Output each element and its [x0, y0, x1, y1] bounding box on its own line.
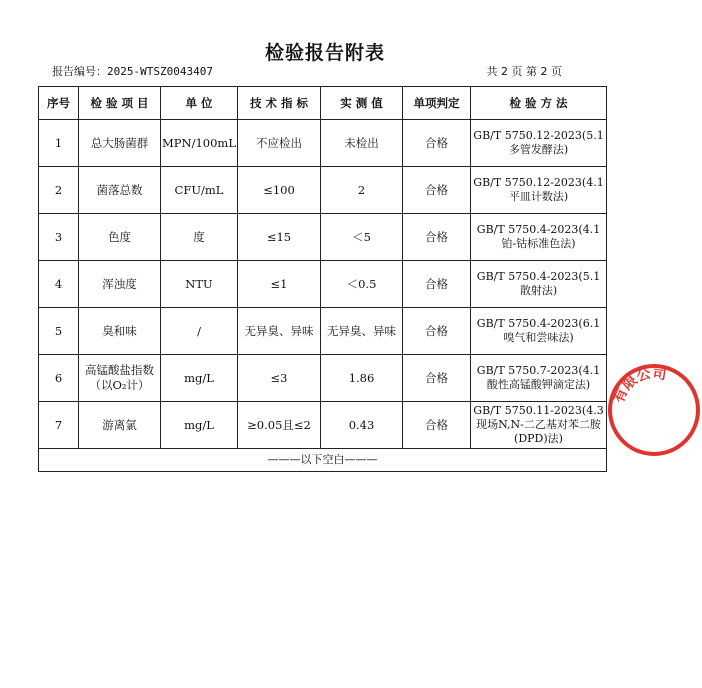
table-row	[39, 355, 607, 402]
row-item: 高锰酸盐指数（以O₂计）	[79, 355, 161, 402]
row-unit: mg/L	[161, 402, 238, 449]
row-judgement: 合格	[403, 402, 471, 449]
row-unit: NTU	[161, 261, 238, 308]
row-unit: mg/L	[161, 355, 238, 402]
header-measured: 实 测 值	[321, 87, 403, 120]
header-row	[39, 87, 607, 120]
row-measured: 1.86	[321, 355, 403, 402]
row-method: GB/T 5750.12-2023(5.1多管发酵法)	[471, 120, 607, 167]
page-title: 检验报告附表	[264, 42, 385, 64]
table-row	[39, 167, 607, 214]
row-method: GB/T 5750.4-2023(4.1铂-钴标准色法)	[471, 214, 607, 261]
row-measured: 无异臭、异味	[321, 308, 403, 355]
row-judgement: 合格	[403, 167, 471, 214]
row-item: 菌落总数	[79, 167, 161, 214]
row-item: 总大肠菌群	[79, 120, 161, 167]
header-method: 检 验 方 法	[471, 87, 607, 120]
row-no: 1	[39, 120, 79, 167]
row-unit: 度	[161, 214, 238, 261]
row-item: 浑浊度	[79, 261, 161, 308]
row-unit: /	[161, 308, 238, 355]
header-judgement: 单项判定	[403, 87, 471, 120]
row-judgement: 合格	[403, 120, 471, 167]
table-footer-row	[39, 449, 607, 472]
row-measured: 0.43	[321, 402, 403, 449]
row-judgement: 合格	[403, 355, 471, 402]
page-count: 共 2 页 第 2 页	[486, 65, 562, 78]
row-standard: ≤15	[238, 214, 321, 261]
table-row	[39, 214, 607, 261]
row-standard: 不应检出	[238, 120, 321, 167]
row-standard: ≤100	[238, 167, 321, 214]
row-standard: 无异臭、异味	[238, 308, 321, 355]
row-standard: ≤1	[238, 261, 321, 308]
row-no: 3	[39, 214, 79, 261]
row-unit: CFU/mL	[161, 167, 238, 214]
row-method: GB/T 5750.7-2023(4.1酸性高锰酸钾滴定法)	[471, 355, 607, 402]
row-method: GB/T 5750.4-2023(5.1散射法)	[471, 261, 607, 308]
company-seal-stamp	[606, 362, 702, 458]
row-standard: ≥0.05且≤2	[238, 402, 321, 449]
row-no: 7	[39, 402, 79, 449]
row-measured: ＜0.5	[321, 261, 403, 308]
row-method: GB/T 5750.11-2023(4.3现场N,N-二乙基对苯二胺(DPD)法)	[471, 402, 607, 449]
row-judgement: 合格	[403, 308, 471, 355]
row-method: GB/T 5750.12-2023(4.1平皿计数法)	[471, 167, 607, 214]
row-item: 游离氯	[79, 402, 161, 449]
row-no: 4	[39, 261, 79, 308]
row-item: 臭和味	[79, 308, 161, 355]
header-unit: 单 位	[161, 87, 238, 120]
seal-text: 有限公司	[610, 365, 668, 406]
row-unit: MPN/100mL	[161, 120, 238, 167]
row-judgement: 合格	[403, 214, 471, 261]
table-row	[39, 120, 607, 167]
row-judgement: 合格	[403, 261, 471, 308]
header-no: 序号	[39, 87, 79, 120]
row-measured: ＜5	[321, 214, 403, 261]
row-no: 5	[39, 308, 79, 355]
report-number: 报告编号：2025-WTSZ0043407	[52, 65, 213, 78]
header-standard: 技 术 指 标	[238, 87, 321, 120]
row-measured: 2	[321, 167, 403, 214]
header-item: 检 验 项 目	[79, 87, 161, 120]
table-row	[39, 402, 607, 449]
row-no: 6	[39, 355, 79, 402]
blank-below-note: ———以下空白———	[39, 449, 607, 472]
inspection-results-table	[38, 86, 607, 472]
table-row	[39, 261, 607, 308]
table-row	[39, 308, 607, 355]
row-measured: 未检出	[321, 120, 403, 167]
row-method: GB/T 5750.4-2023(6.1嗅气和尝味法)	[471, 308, 607, 355]
row-standard: ≤3	[238, 355, 321, 402]
row-item: 色度	[79, 214, 161, 261]
row-no: 2	[39, 167, 79, 214]
